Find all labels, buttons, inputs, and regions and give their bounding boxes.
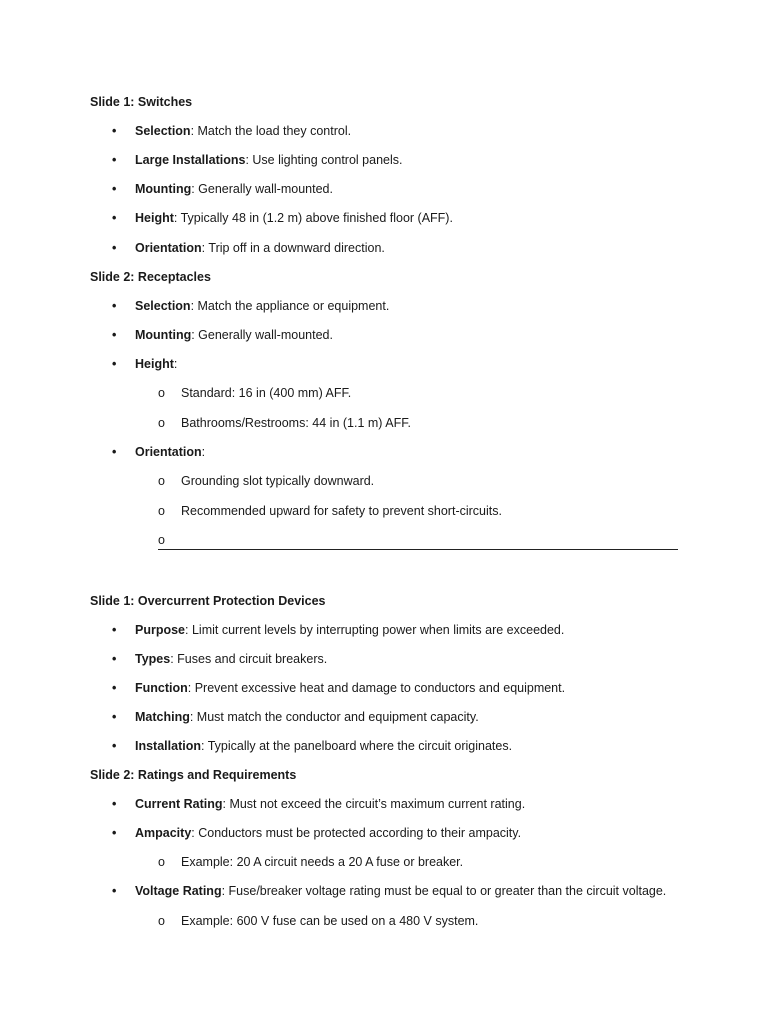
bullet-icon: • — [112, 328, 117, 342]
bullet-icon: • — [112, 652, 117, 666]
sub-item-text: Bathrooms/Restrooms: 44 in (1.1 m) AFF. — [181, 416, 411, 430]
item-term: Installation — [135, 739, 201, 753]
bullet-icon: • — [112, 153, 117, 167]
sub-bullet-icon: o — [158, 533, 165, 547]
bullet-icon: • — [112, 884, 117, 898]
item-term: Matching — [135, 710, 190, 724]
bullet-icon: • — [112, 241, 117, 255]
item-term: Height — [135, 357, 174, 371]
item-term: Orientation — [135, 445, 202, 459]
bullet-icon: • — [112, 739, 117, 753]
sub-bullet-icon: o — [158, 416, 165, 430]
item-term: Orientation — [135, 241, 202, 255]
item-term: Mounting — [135, 182, 192, 196]
sub-bullet-icon: o — [158, 855, 165, 869]
item-term: Selection — [135, 124, 191, 138]
item-term: Large Installations — [135, 153, 246, 167]
item-text: : Typically at the panelboard where the circuit originates. — [200, 739, 513, 753]
item-term: Current Rating — [135, 797, 223, 811]
sub-bullet-icon: o — [158, 386, 165, 400]
slide-heading-receptacles: Slide 2: Receptacles — [90, 270, 211, 284]
item-text: : Typically 48 in (1.2 m) above finished floor (AFF). — [173, 211, 453, 225]
item-text: : Fuses and circuit breakers. — [170, 652, 328, 666]
sub-item-text: Recommended upward for safety to prevent short-circuits. — [181, 504, 502, 518]
item-text: : Match the appliance or equipment. — [190, 299, 390, 313]
item-term: Mounting — [135, 328, 192, 342]
sub-item-text: Grounding slot typically downward. — [181, 474, 375, 488]
sub-item-text: Standard: 16 in (400 mm) AFF. — [181, 386, 352, 400]
bullet-icon: • — [112, 182, 117, 196]
sub-bullet-icon: o — [158, 914, 165, 928]
slide-heading-ratings: Slide 2: Ratings and Requirements — [90, 768, 297, 782]
slide-heading-overcurrent: Slide 1: Overcurrent Protection Devices — [90, 594, 326, 608]
bullet-icon: • — [112, 357, 117, 371]
item-text: : Match the load they control. — [190, 124, 352, 138]
item-text: : Trip off in a downward direction. — [201, 241, 385, 255]
bullet-icon: • — [112, 211, 117, 225]
bullet-icon: • — [112, 623, 117, 637]
bullet-icon: • — [112, 681, 117, 695]
item-text: : Limit current levels by interrupting power when limits are exceeded. — [185, 623, 565, 637]
item-term: Height — [135, 211, 174, 225]
sub-bullet-icon: o — [158, 504, 165, 518]
item-text: : — [173, 357, 178, 371]
sub-item-text: Example: 600 V fuse can be used on a 480 V system. — [181, 914, 479, 928]
item-text: : Generally wall-mounted. — [191, 182, 333, 196]
bullet-icon: • — [112, 826, 117, 840]
bullet-icon: • — [112, 445, 117, 459]
bullet-icon: • — [112, 797, 117, 811]
item-term: Function — [135, 681, 188, 695]
slide-heading-switches: Slide 1: Switches — [90, 95, 193, 109]
item-text: : Generally wall-mounted. — [191, 328, 333, 342]
item-term: Purpose — [135, 623, 186, 637]
item-text: : Prevent excessive heat and damage to conductors and equipment. — [187, 681, 566, 695]
item-text: : — [201, 445, 206, 459]
bullet-icon: • — [112, 710, 117, 724]
item-term: Types — [135, 652, 171, 666]
horizontal-rule — [158, 549, 678, 550]
item-text: : Use lighting control panels. — [245, 153, 403, 167]
bullet-icon: • — [112, 124, 117, 138]
bullet-icon: • — [112, 299, 117, 313]
sub-item-text: Example: 20 A circuit needs a 20 A fuse or breaker. — [181, 855, 464, 869]
item-term: Ampacity — [135, 826, 192, 840]
item-term: Voltage Rating — [135, 884, 222, 898]
sub-bullet-icon: o — [158, 474, 165, 488]
item-text: : Must not exceed the circuit’s maximum current rating. — [222, 797, 526, 811]
item-text: : Conductors must be protected according to their ampacity. — [191, 826, 522, 840]
item-text: : Fuse/breaker voltage rating must be equal to or greater than the circuit voltage. — [221, 884, 667, 898]
item-text: : Must match the conductor and equipment capacity. — [189, 710, 479, 724]
item-term: Selection — [135, 299, 191, 313]
